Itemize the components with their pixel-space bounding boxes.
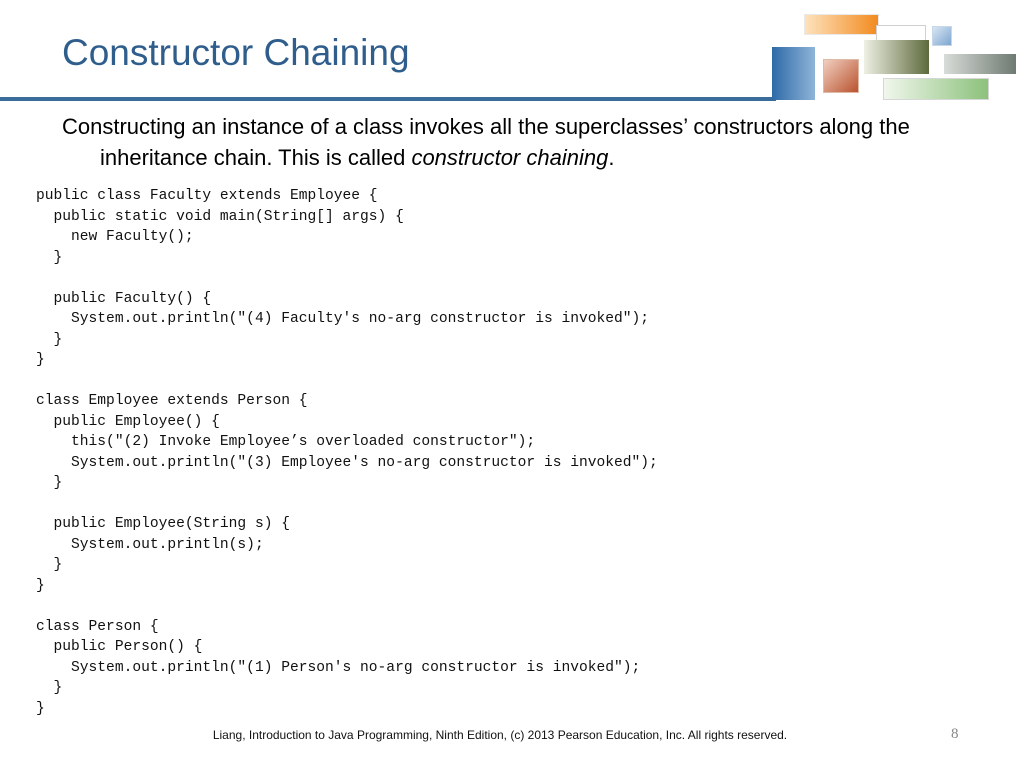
code-line: } — [36, 249, 63, 266]
code-line: public Person() { — [36, 639, 203, 655]
deco-block-blue — [772, 47, 815, 100]
code-line — [36, 371, 658, 392]
code-line: this("(2) Invoke Employee’s overloaded constructor"); — [36, 434, 536, 450]
code-line: System.out.println(s); — [36, 536, 264, 553]
code-line — [36, 596, 658, 617]
deco-block-rust — [823, 59, 859, 93]
title-underline — [0, 97, 776, 101]
code-line: } — [36, 680, 63, 696]
code-line: public Employee(String s) { — [36, 516, 290, 532]
deco-block-olive — [864, 40, 929, 74]
code-line: } — [36, 577, 45, 594]
code-line: } — [36, 331, 63, 348]
code-line: new Faculty(); — [36, 229, 194, 245]
page-number: 8 — [951, 726, 959, 742]
intro-text: Constructing an instance of a class invokes all the superclasses’ constructors along the inheritance chain. This is called — [62, 114, 910, 170]
code-listing — [36, 186, 658, 719]
code-line: public Employee() { — [36, 413, 220, 430]
code-line — [36, 268, 658, 289]
intro-paragraph — [62, 111, 1000, 173]
code-line: } — [36, 700, 45, 717]
code-line: public Faculty() { — [36, 290, 212, 307]
code-line: System.out.println("(4) Faculty's no-arg constructor is invoked"); — [36, 311, 650, 327]
code-line: public static void main(String[] args) { — [36, 208, 404, 225]
code-line: class Person { — [36, 618, 159, 635]
code-line: public class Faculty extends Employee { — [36, 188, 378, 204]
code-line: } — [36, 475, 63, 491]
code-line: } — [36, 352, 45, 368]
code-line: } — [36, 557, 63, 573]
footer-copyright: Liang, Introduction to Java Programming, Ninth Edition, (c) 2013 Pearson Education, Inc. All rights reserved. — [212, 728, 788, 742]
intro-end: . — [608, 145, 615, 170]
code-line: System.out.println("(3) Employee's no-arg constructor is invoked"); — [36, 454, 658, 471]
slide-title: Constructor Chaining — [62, 32, 410, 73]
code-line — [36, 494, 658, 515]
intro-emphasis: constructor chaining — [411, 145, 609, 170]
deco-block-orange — [804, 14, 879, 35]
code-line: class Employee extends Person { — [36, 393, 308, 409]
deco-block-lightblue — [932, 26, 952, 46]
code-line: System.out.println("(1) Person's no-arg constructor is invoked"); — [36, 659, 641, 676]
deco-block-green — [883, 78, 989, 100]
deco-block-gray — [944, 54, 1016, 74]
